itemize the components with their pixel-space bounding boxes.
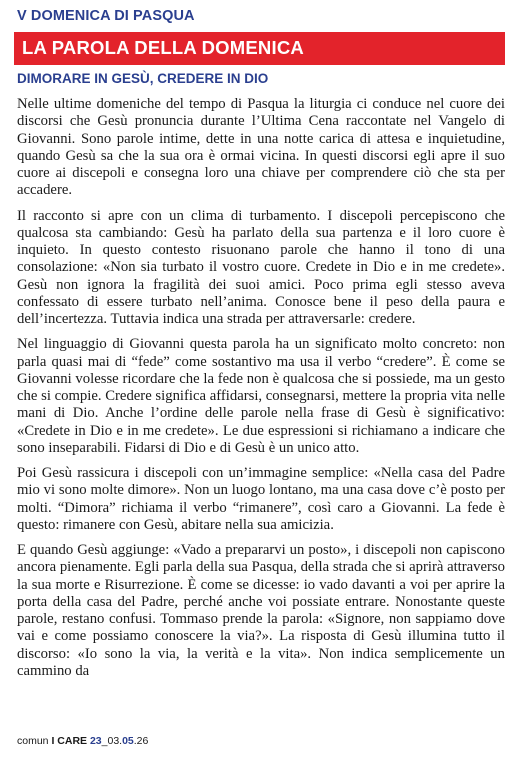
- article-subtitle: DIMORARE IN GESÙ, CREDERE IN DIO: [17, 71, 269, 86]
- title-banner: [14, 32, 505, 65]
- footer-brand: I CARE: [51, 735, 88, 747]
- section-kicker: V DOMENICA DI PASQUA: [17, 8, 195, 24]
- article-paragraph: Poi Gesù rassicura i discepoli con un’immagine semplice: «Nella casa del Padre mio vi sono molte dimore». Non un luogo lontano, ma una casa dove c’è posto per molti. “Dimora” richiama il verbo “rimanere”, così caro a Giovanni. La fede è questo: rimanere con Gesù, abitare nella sua amicizia.: [17, 465, 505, 533]
- article-paragraph: Nel linguaggio di Giovanni questa parola ha un significato molto concreto: non parla quasi mai di “fede” come sostantivo ma usa il verbo “credere”. È come se Giovanni volesse ricordare che la fede non è qualcosa che si possiede, ma un gesto che si compie. Credere significa affidarsi, consegnarsi, mettere la propria vita nelle mani di Dio. Anche l’ordine delle parole nella frase di Gesù è significativo: «Credete in Dio e in me credete». Le due espressioni si richiamano a indicare che sono inseparabili. Fidarsi di Dio e di Gesù è un unico atto.: [17, 336, 505, 456]
- banner-title: LA PAROLA DELLA DOMENICA: [22, 37, 304, 58]
- footer-date-pre: _03.: [101, 735, 123, 747]
- footer-issue-number: 23: [89, 735, 102, 747]
- article-paragraph: Nelle ultime domeniche del tempo di Pasqua la liturgia ci conduce nel cuore dei discorsi che Gesù pronuncia durante l’Ultima Cena raccontate nel Vangelo di Giovanni. Sono parole intime, dette in una notte carica di attesa e inquietudine, quando Gesù sa che la sua ora è ormai vicina. In questi discorsi egli apre il suo cuore ai discepoli e consegna loro una chiave per comprendere ciò che sta per accadere.: [17, 96, 505, 199]
- article-paragraph: E quando Gesù aggiunge: «Vado a prepararvi un posto», i discepoli non capiscono ancora pienamente. Egli parla della sua Pasqua, della strada che si aprirà attraverso la sua morte e Risurrezione. È come se dicesse: io vado davanti a voi per aprire la porta della casa del Padre, perché anche voi possiate entrare. Nonostante queste parole, restano confusi. Tommaso prende la parola: «Signore, non sappiamo dove vai e come possiamo conoscere la via?». La risposta di Gesù illumina tutto il discorso: «Io sono la via, la verità e la vita». Non indica semplicemente un cammino da: [17, 542, 505, 679]
- page-footer: [17, 735, 148, 747]
- footer-brand-prefix: comun: [17, 735, 52, 747]
- footer-date-post: .26: [133, 735, 149, 747]
- footer-date-month: 05: [122, 735, 134, 747]
- article-paragraph: Il racconto si apre con un clima di turbamento. I discepoli percepiscono che qualcosa sta cambiando: Gesù ha parlato della sua partenza e il loro cuore è inquieto. In questo contesto risuonano parole che hanno il tono di una consolazione: «Non sia turbato il vostro cuore. Credete in Dio e in me credete». Gesù non ignora la fragilità dei suoi amici. Poco prima egli stesso aveva confessato di essere turbato nell’anima. Conosce bene il peso della paura e dell’incertezza. Tuttavia indica una strada per attraversarle: credere.: [17, 207, 505, 327]
- article-body: [17, 96, 505, 688]
